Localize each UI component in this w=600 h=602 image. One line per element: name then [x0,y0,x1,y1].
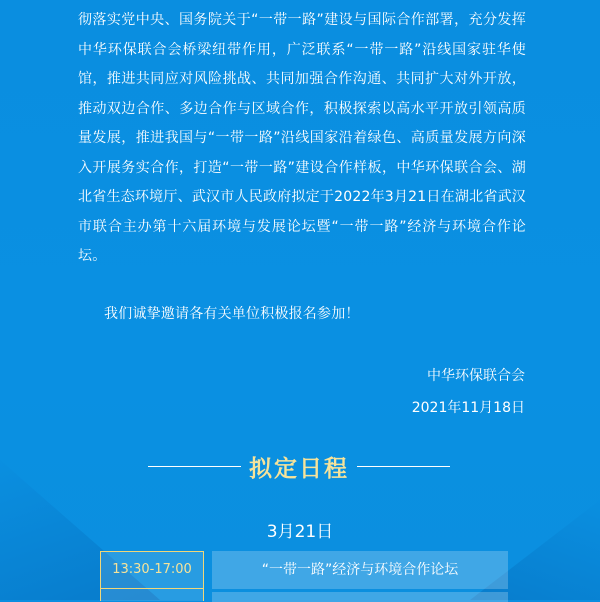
letter-paragraph-invitation: 我们诚挚邀请各有关单位积极报名参加！ [104,306,360,322]
schedule-event-next [212,592,508,602]
schedule-day: 3月21日 [266,522,334,542]
schedule-time-slot: 13:30-17:00 [100,551,204,589]
letter-paragraph-main: 彻落实党中央、国务院关于“一带一路”建设与国际合作部署，充分发挥中华环保联合会桥梁纽带作用，广泛联系“一带一路”沿线国家驻华使馆，推进共同应对风险挑战、共同加强合作沟通、共同扩大对外开放，推动双边合作、多边合作与区域合作，积极探索以高水平开放引领高质量发展，推进我国与“一带一路”沿线国家沿着绿色、高质量发展方向深入开展务实合作，打造“一带一路”建设合作样板，中华环保联合会、湖北省生态环境厅、武汉市人民政府拟定于2022年3月21日在湖北省武汉市联合主办第十六届环境与发展论坛暨“一带一路”经济与环境合作论坛。 [78,12,526,264]
heading-divider-left [148,466,241,467]
signature-date: 2021年11月18日 [411,400,525,416]
signature-organization: 中华环保联合会 [427,368,525,384]
heading-divider-right [357,466,450,467]
schedule-time-slot-next [100,589,204,601]
schedule-heading [148,448,450,484]
schedule-heading-title: 拟定日程 [249,454,349,482]
schedule-event: “一带一路”经济与环境合作论坛 [212,551,508,589]
